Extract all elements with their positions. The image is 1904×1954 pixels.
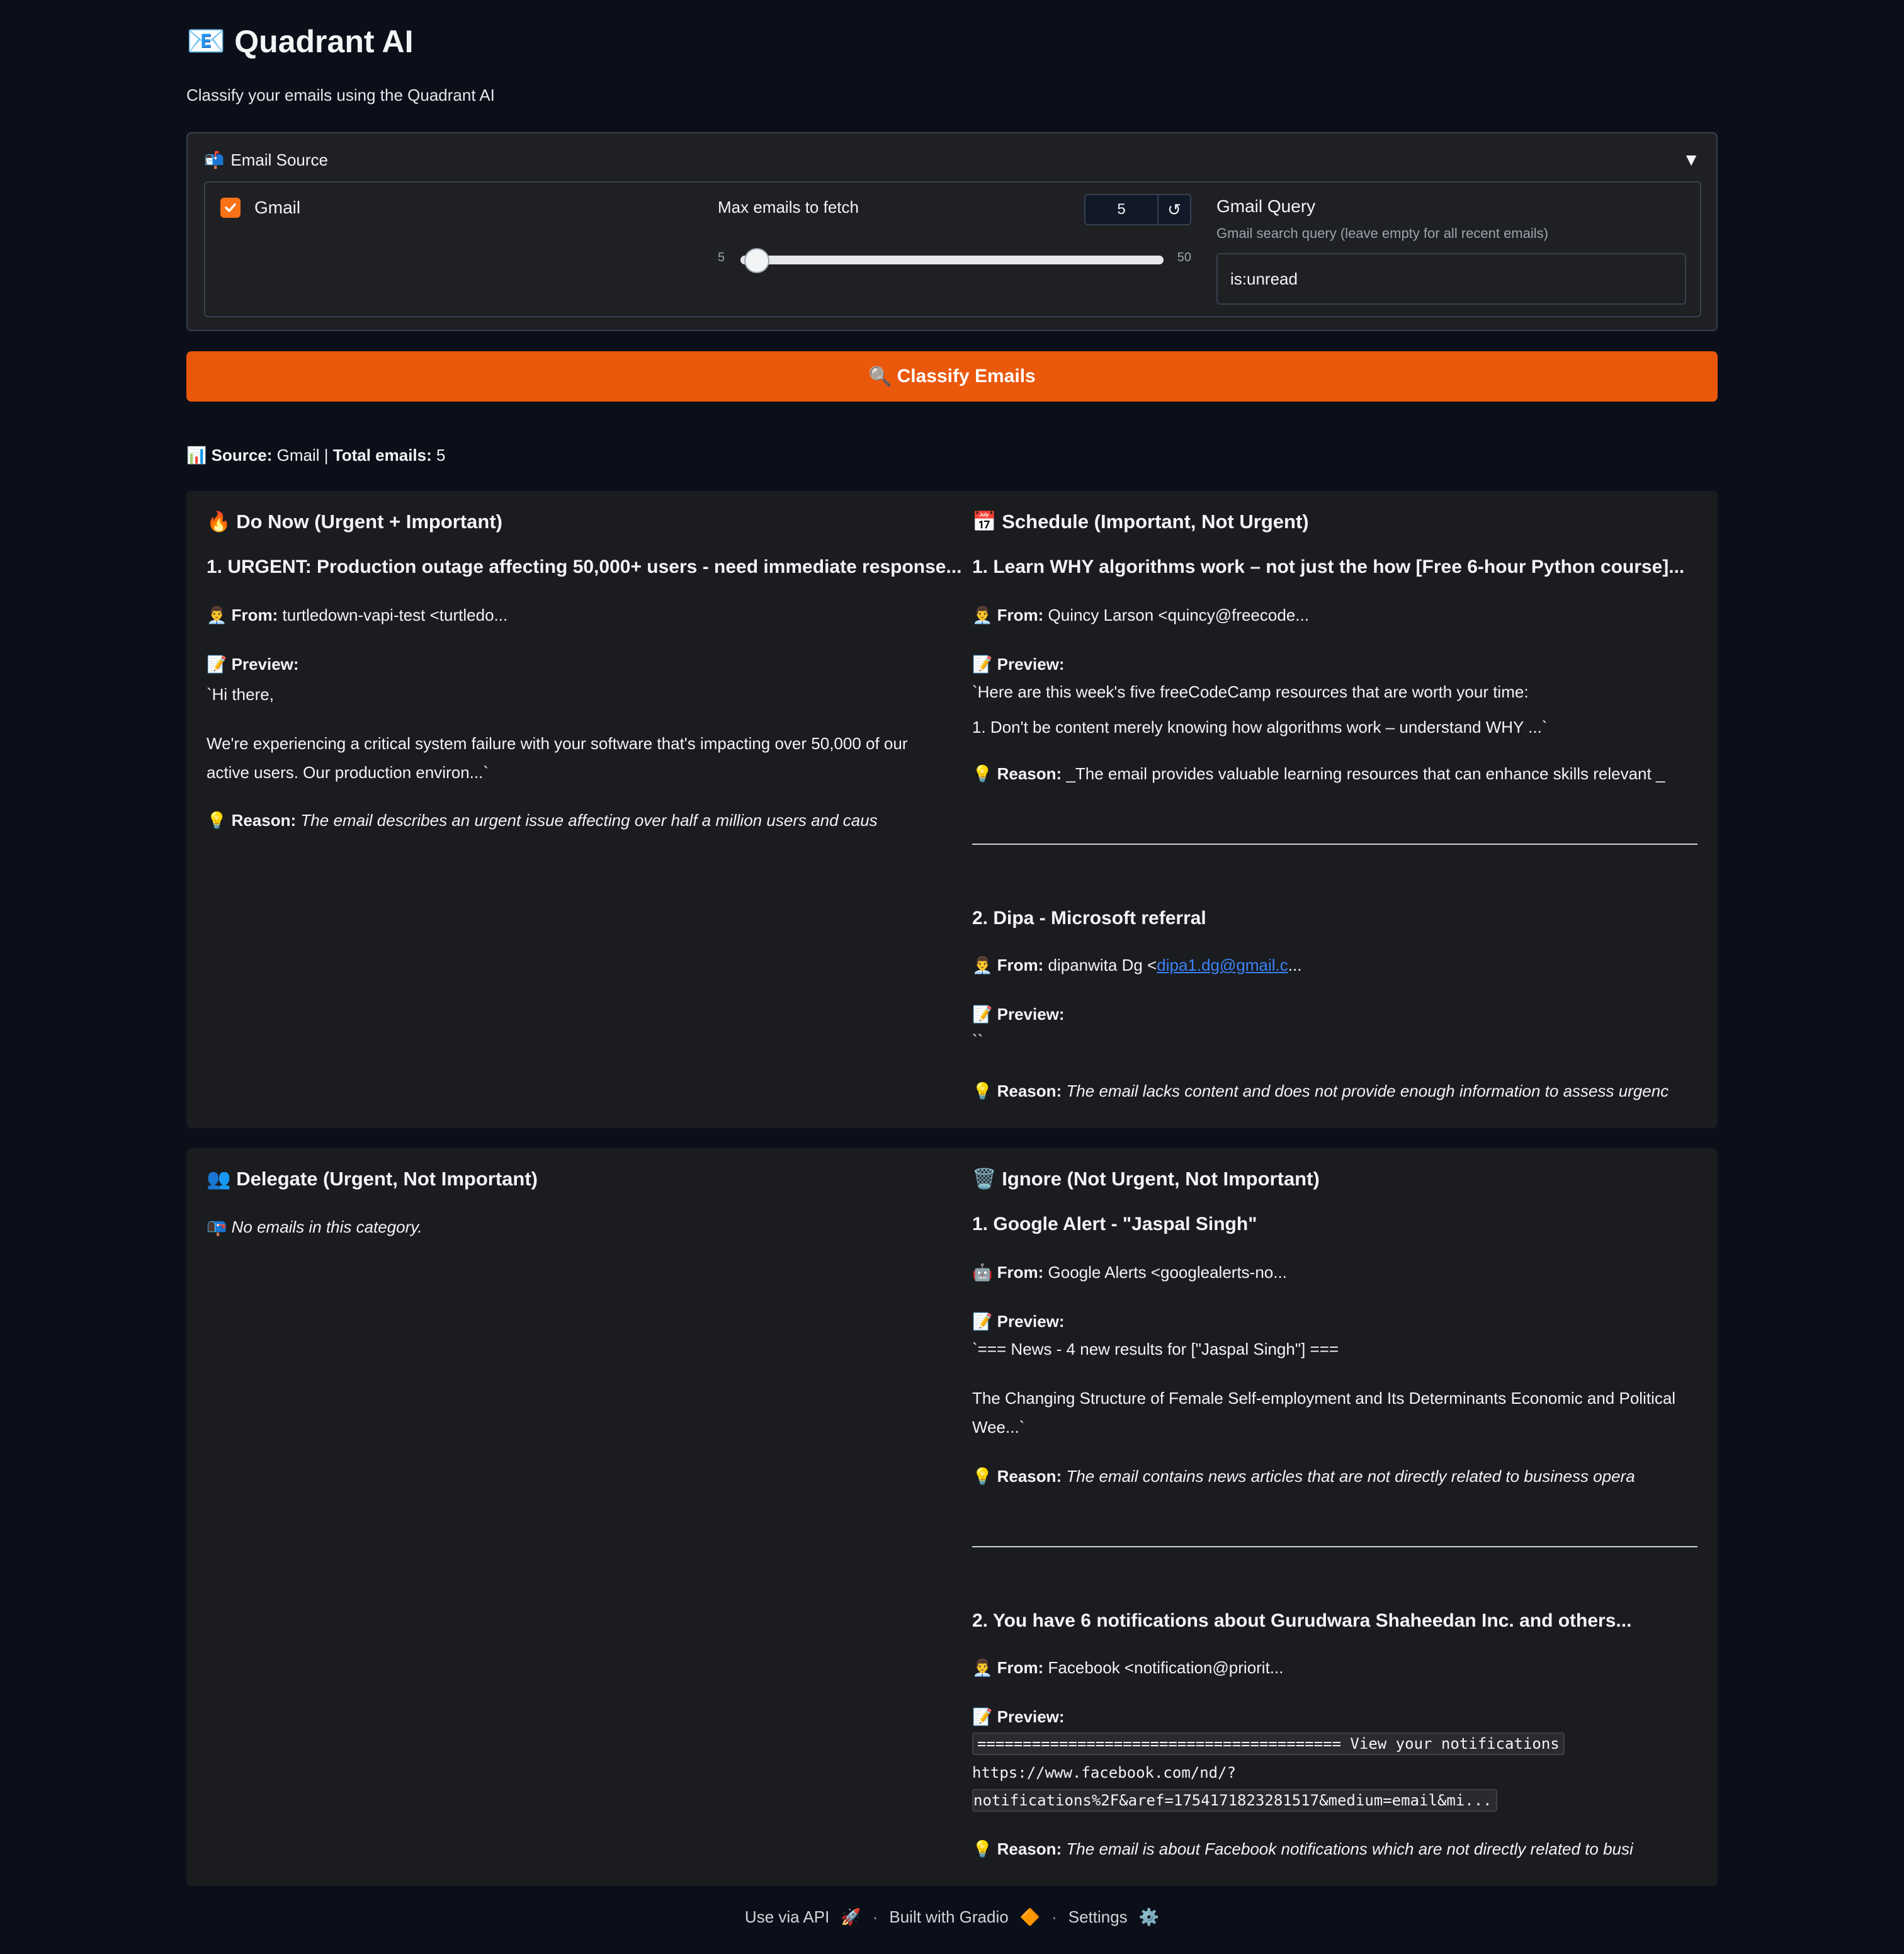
max-emails-number	[1084, 194, 1191, 225]
person-icon: 👨‍💼	[972, 1658, 993, 1677]
memo-icon: 📝	[972, 1312, 993, 1331]
classify-emails-button[interactable]	[186, 351, 1718, 402]
divider	[972, 1546, 1697, 1547]
from-value: Facebook <notification@priorit...	[1048, 1658, 1284, 1677]
memo-icon: 📝	[972, 655, 993, 674]
reason-label: Reason:	[997, 764, 1062, 783]
checkmark-icon	[224, 201, 237, 215]
bar-chart-icon: 📊	[186, 446, 207, 465]
settings-link[interactable]: Settings	[1068, 1907, 1128, 1926]
email-preview-body: The Changing Structure of Female Self-employment and Its Determinants Economic and Political Wee...`	[972, 1389, 1676, 1437]
memo-icon: 📝	[972, 1005, 993, 1024]
source-value: Gmail |	[276, 446, 329, 465]
email-preview-label	[972, 1707, 1065, 1727]
preview-code-line	[972, 1764, 1240, 1782]
built-with-gradio-link[interactable]: Built with Gradio	[889, 1907, 1009, 1926]
email-from	[972, 1658, 1283, 1678]
email-reason	[972, 1839, 1633, 1859]
total-value: 5	[436, 446, 446, 465]
email-title: 1. Learn WHY algorithms work – not just the how [Free 6-hour Python course]...	[972, 556, 1685, 577]
page-title-text: Quadrant AI	[234, 23, 414, 59]
quadrant-row-bottom	[186, 1148, 1718, 1886]
gear-icon[interactable]: ⚙️	[1138, 1907, 1160, 1926]
from-label: From:	[997, 1263, 1044, 1282]
from-value-suffix: ...	[1288, 956, 1302, 974]
email-preview-body: We're experiencing a critical system failure with your software that's impacting over 50,000 of our active users. Our production environ...`	[207, 734, 908, 782]
gmail-checkbox-label: Gmail	[254, 198, 301, 217]
max-emails-label: Max emails to fetch	[718, 198, 859, 217]
footer	[0, 1907, 1904, 1927]
email-link[interactable]: dipa1.dg@gmail.c	[1157, 956, 1288, 974]
email-source-toggle[interactable]	[204, 147, 1700, 172]
reason-label: Reason:	[997, 1081, 1062, 1100]
footer-separator: ·	[1051, 1907, 1057, 1926]
lightbulb-icon: 💡	[207, 811, 227, 830]
gmail-checkbox-group[interactable]	[220, 198, 300, 218]
reset-icon[interactable]: ↺	[1167, 200, 1181, 219]
email-preview-line: `=== News - 4 new results for ["Jaspal Singh"] ===	[972, 1340, 1339, 1358]
slider-min-label: 5	[718, 251, 725, 264]
preview-label: Preview:	[997, 1005, 1065, 1024]
max-emails-input[interactable]: 5	[1085, 195, 1159, 224]
lightbulb-icon: 💡	[972, 764, 993, 783]
max-emails-slider-group	[718, 194, 1191, 263]
reason-text: _The email provides valuable learning resources that can enhance skills relevant _	[1066, 764, 1665, 783]
lightbulb-icon: 💡	[972, 1467, 993, 1486]
reason-text: The email contains news articles that are not directly related to business opera	[1066, 1467, 1635, 1486]
preview-code: notifications%2F&aref=1754171823281517&medium=email&mi...	[972, 1789, 1497, 1812]
email-from	[972, 956, 1301, 975]
preview-label: Preview:	[997, 655, 1065, 674]
email-reason	[207, 811, 878, 830]
preview-code-line	[972, 1792, 1497, 1809]
envelope-icon: 📧	[186, 23, 226, 59]
empty-message	[207, 1217, 422, 1237]
classify-emails-label: Classify Emails	[897, 366, 1036, 387]
empty-message-text: No emails in this category.	[231, 1217, 422, 1236]
email-source-body	[204, 181, 1701, 317]
slider-thumb[interactable]	[745, 249, 768, 272]
page-title	[186, 23, 414, 60]
reason-label: Reason:	[231, 811, 297, 830]
gmail-query-info: Gmail search query (leave empty for all recent emails)	[1216, 225, 1548, 241]
email-from	[972, 606, 1309, 625]
ignore-heading: 🗑️ Ignore (Not Urgent, Not Important)	[972, 1168, 1320, 1190]
reason-text: The email is about Facebook notifications which are not directly related to busi	[1066, 1839, 1633, 1858]
email-title: 2. Dipa - Microsoft referral	[972, 908, 1206, 929]
email-source-accordion	[186, 132, 1718, 331]
from-value: Google Alerts <googlealerts-no...	[1048, 1263, 1287, 1282]
slider-track[interactable]	[740, 256, 1164, 264]
reason-label: Reason:	[997, 1839, 1062, 1858]
lightbulb-icon: 💡	[972, 1081, 993, 1100]
person-icon: 👨‍💼	[972, 956, 993, 974]
from-label: From:	[997, 606, 1044, 624]
reason-label: Reason:	[997, 1467, 1062, 1486]
mailbox-icon: 📬	[204, 150, 225, 169]
email-preview-label	[207, 655, 299, 674]
preview-label: Preview:	[997, 1312, 1065, 1331]
results-summary	[186, 446, 445, 465]
from-value: Quincy Larson <quincy@freecode...	[1048, 606, 1309, 624]
preview-code-line	[972, 1735, 1565, 1753]
from-label: From:	[231, 606, 278, 624]
email-title: 1. URGENT: Production outage affecting 50,000+ users - need immediate response...	[207, 556, 962, 577]
from-label: From:	[997, 1658, 1044, 1677]
do-now-heading: 🔥 Do Now (Urgent + Important)	[207, 511, 502, 533]
reason-text: The email describes an urgent issue affecting over half a million users and caus	[300, 811, 878, 830]
email-preview-line: 1. Don't be content merely knowing how algorithms work – understand WHY ...`	[972, 718, 1548, 737]
empty-mailbox-icon: 📭	[207, 1217, 227, 1236]
email-reason	[972, 1081, 1669, 1101]
preview-label: Preview:	[997, 1707, 1065, 1726]
gmail-checkbox[interactable]	[220, 198, 241, 218]
robot-icon: 🤖	[972, 1263, 993, 1282]
email-from	[972, 1263, 1287, 1282]
email-preview-line: `Hi there,	[207, 685, 274, 704]
from-value: dipanwita Dg <	[1048, 956, 1157, 974]
source-label: Source:	[211, 446, 273, 465]
email-reason	[972, 1467, 1635, 1486]
gradio-logo-icon: 🔶	[1019, 1907, 1041, 1926]
reason-text: The email lacks content and does not provide enough information to assess urgenc	[1066, 1081, 1669, 1100]
email-reason	[972, 764, 1665, 784]
email-preview-label	[972, 1312, 1065, 1331]
email-preview-line: ``	[972, 1031, 983, 1050]
gmail-query-group	[1216, 194, 1687, 305]
person-icon: 👨‍💼	[972, 606, 993, 624]
rocket-icon: 🚀	[841, 1907, 861, 1926]
email-preview-line: `Here are this week's five freeCodeCamp resources that are worth your time:	[972, 682, 1529, 701]
email-preview-label	[972, 655, 1065, 674]
preview-code: ======================================== View your notifications	[972, 1732, 1565, 1755]
preview-label: Preview:	[231, 655, 299, 674]
memo-icon: 📝	[207, 655, 227, 674]
email-from	[207, 606, 507, 625]
email-title: 2. You have 6 notifications about Gurudwara Shaheedan Inc. and others...	[972, 1610, 1632, 1631]
person-icon: 👨‍💼	[207, 606, 227, 624]
email-title: 1. Google Alert - "Jaspal Singh"	[972, 1214, 1257, 1234]
slider-max-label: 50	[1177, 251, 1191, 264]
gmail-query-input[interactable]: is:unread	[1216, 253, 1686, 305]
footer-separator: ·	[872, 1907, 878, 1926]
from-value: turtledown-vapi-test <turtledo...	[282, 606, 508, 624]
use-api-link[interactable]: Use via API	[744, 1907, 830, 1926]
preview-code: https://www.facebook.com/nd/?	[972, 1764, 1237, 1782]
from-label: From:	[997, 956, 1044, 974]
lightbulb-icon: 💡	[972, 1839, 993, 1858]
gmail-query-label: Gmail Query	[1216, 196, 1316, 216]
email-preview-label	[972, 1005, 1065, 1024]
delegate-heading: 👥 Delegate (Urgent, Not Important)	[207, 1168, 538, 1190]
total-label: Total emails:	[332, 446, 432, 465]
quadrant-row-top	[186, 491, 1718, 1128]
page-description: Classify your emails using the Quadrant AI	[186, 86, 495, 104]
schedule-heading: 📅 Schedule (Important, Not Urgent)	[972, 511, 1309, 533]
divider	[972, 844, 1697, 845]
magnifier-icon: 🔍	[868, 366, 892, 387]
memo-icon: 📝	[972, 1707, 993, 1726]
email-source-label: Email Source	[230, 150, 328, 169]
caret-down-icon[interactable]: ▼	[1682, 150, 1700, 169]
